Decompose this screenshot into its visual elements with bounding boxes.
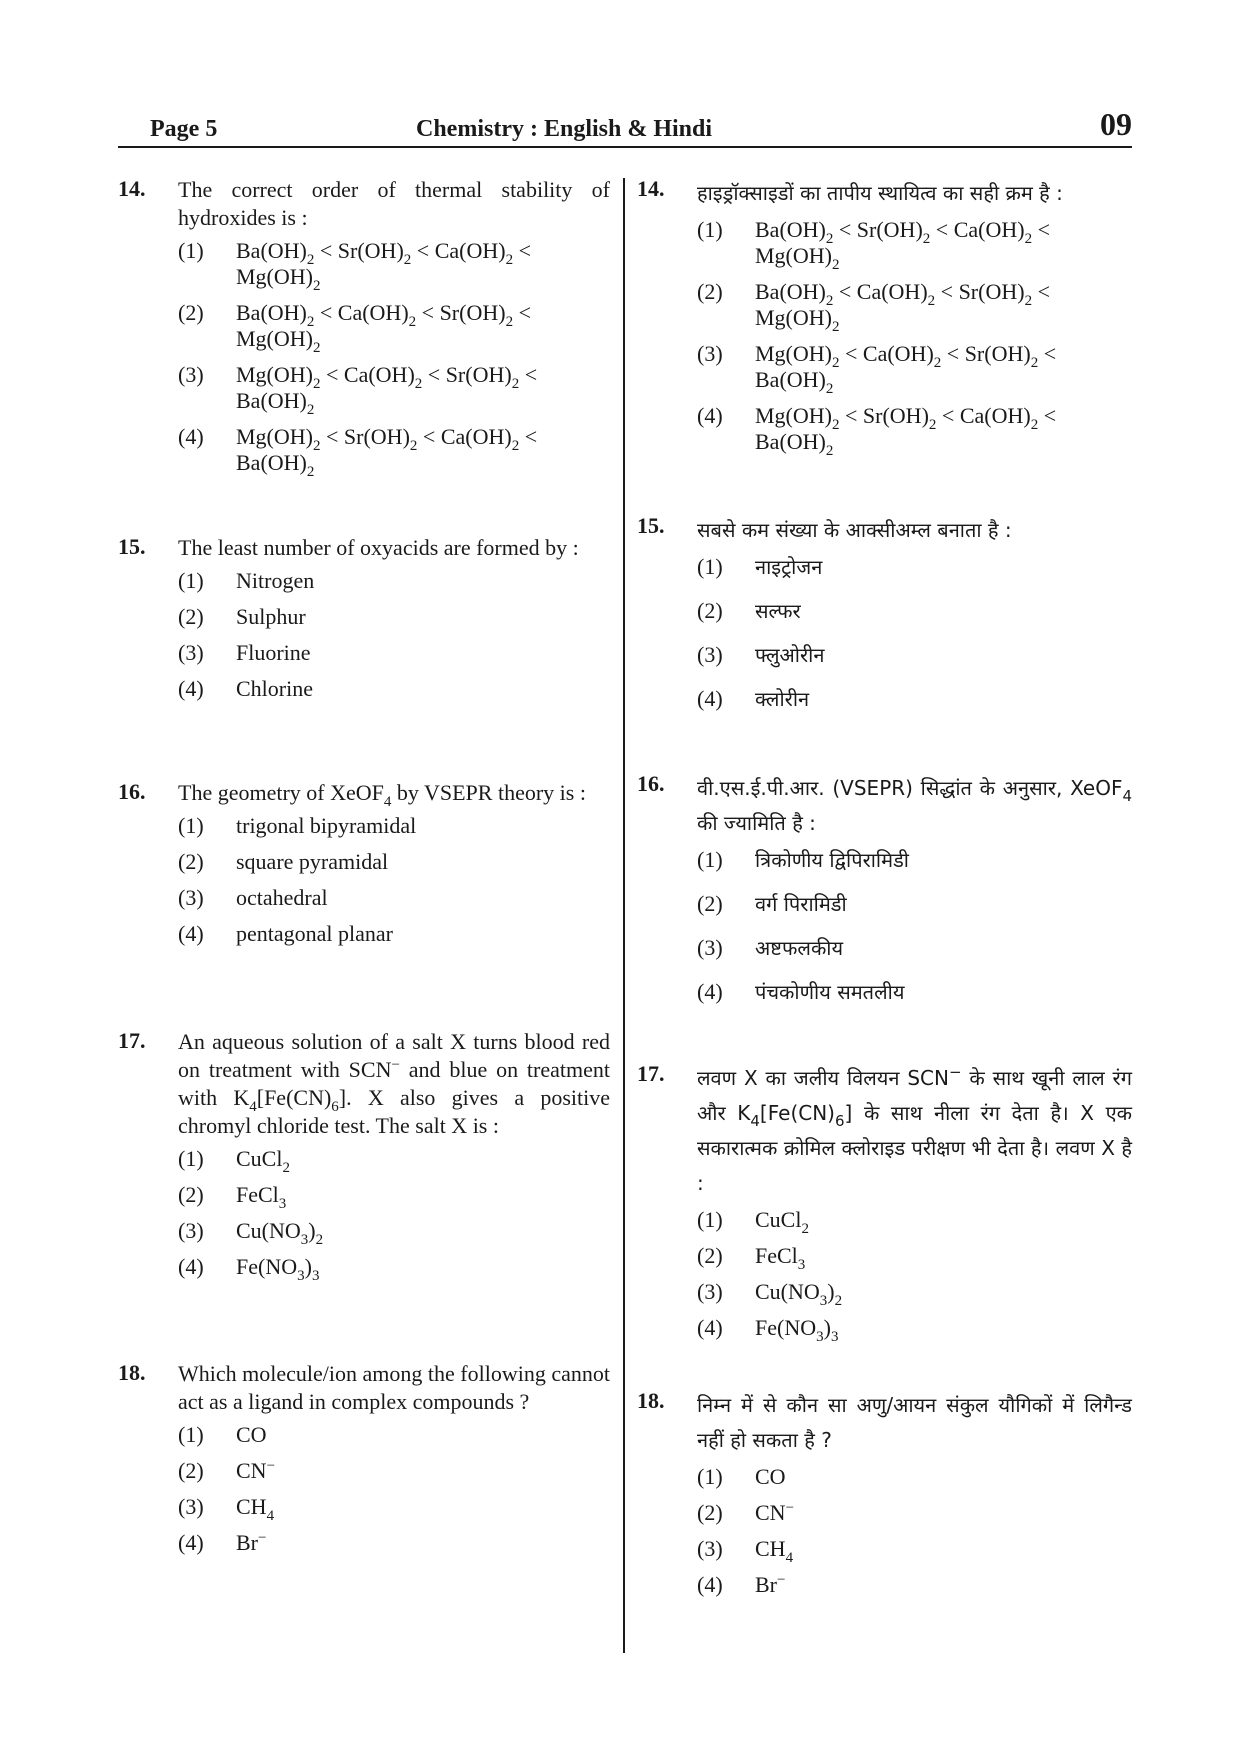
option-text: $Cu(NO_3)_2$: [236, 1218, 324, 1248]
subject-title: Chemistry : English & Hindi: [416, 116, 713, 142]
options: [697, 1464, 1132, 1598]
option-number: (1): [697, 1464, 723, 1489]
option-number: (1): [178, 568, 204, 593]
question-text: The geometry of XeOF$_4$ by VSEPR theory is :: [178, 780, 586, 810]
question-number: 15.: [118, 534, 146, 559]
option-text: FeCl$_3$: [236, 1182, 287, 1212]
option-number: (4): [178, 1254, 204, 1279]
option-3: [697, 642, 1132, 668]
option-number: (1): [697, 847, 723, 872]
option-2: [697, 1243, 1132, 1273]
option-2: [178, 300, 610, 356]
question-number: 16.: [118, 779, 146, 804]
option-4: [697, 686, 1132, 712]
option-1: [178, 813, 610, 839]
option-number: (2): [178, 849, 204, 874]
option-number: (3): [697, 341, 723, 366]
option-text: FeCl$_3$: [755, 1243, 806, 1273]
option-number: (2): [697, 1243, 723, 1268]
option-4: [697, 403, 1132, 459]
question-text: The correct order of thermal stability of hydroxides is :: [178, 177, 610, 230]
option-number: (2): [178, 1182, 204, 1207]
option-text: CO: [236, 1422, 267, 1447]
option-text: $Mg(OH)_2 < Ca(OH)_2 < Sr(OH)_2 < Ba(OH)_2$: [236, 362, 538, 418]
option-text: trigonal bipyramidal: [236, 813, 417, 838]
option-number: (3): [697, 642, 723, 667]
option-number: (2): [178, 604, 204, 629]
question-text: लवण X का जलीय विलयन SCN− के साथ खूनी लाल रंग और $K_4[Fe(CN)_6]$ के साथ नीला रंग देता है। X एक सकारात्मक क्रोमिल क्लोराइड परीक्षण भी देता है। लवण X है :: [697, 1063, 1133, 1195]
option-text: Nitrogen: [236, 568, 315, 593]
options: [697, 847, 1132, 1005]
option-1: [697, 217, 1132, 273]
option-4: [178, 1254, 610, 1284]
option-text: $CH_4$: [236, 1494, 275, 1524]
question-text: हाइड्रॉक्साइडों का तापीय स्थायित्व का सही क्रम है :: [697, 181, 1063, 205]
option-3: [178, 1494, 610, 1524]
option-text: $Mg(OH)_2 < Sr(OH)_2 < Ca(OH)_2 < Ba(OH)_2$: [236, 424, 538, 480]
options: [178, 568, 610, 702]
option-text: $CH_4$: [755, 1536, 794, 1566]
option-text: Br−: [755, 1572, 786, 1597]
option-text: $Ba(OH)_2 < Sr(OH)_2 < Ca(OH)_2 < Mg(OH)_2$: [236, 238, 531, 294]
option-1: [178, 568, 610, 594]
option-text: $Mg(OH)_2 < Ca(OH)_2 < Sr(OH)_2 < Ba(OH)_2$: [755, 341, 1057, 397]
option-number: (3): [178, 362, 204, 387]
option-text: CN−: [755, 1500, 795, 1525]
question-number: 17.: [118, 1028, 146, 1053]
option-text: अष्टफलकीय: [755, 936, 844, 960]
option-text: Chlorine: [236, 676, 313, 701]
question-14-hi: [637, 176, 1132, 465]
option-2: [178, 604, 610, 630]
question-number: 14.: [637, 176, 665, 201]
options: [178, 813, 610, 947]
option-number: (3): [697, 935, 723, 960]
question-number: 14.: [118, 176, 146, 201]
option-3: [697, 1536, 1132, 1566]
question-number: 16.: [637, 771, 665, 796]
option-1: [697, 554, 1132, 580]
option-text: $Ba(OH)_2 < Sr(OH)_2 < Ca(OH)_2 < Mg(OH)_2$: [755, 217, 1050, 273]
option-3: [178, 1218, 610, 1248]
option-number: (1): [178, 1146, 204, 1171]
option-2: [697, 891, 1132, 917]
option-4: [697, 1572, 1132, 1598]
option-text: सल्फर: [755, 599, 801, 623]
option-1: [697, 1464, 1132, 1490]
option-number: (2): [697, 598, 723, 623]
option-text: फ्लुओरीन: [755, 643, 825, 667]
option-text: त्रिकोणीय द्विपिरामिडी: [755, 848, 909, 872]
option-2: [697, 1500, 1132, 1526]
option-text: square pyramidal: [236, 849, 389, 874]
question-text: सबसे कम संख्या के आक्सीअम्ल बनाता है :: [697, 518, 1012, 542]
option-1: [178, 1146, 610, 1176]
option-text: octahedral: [236, 885, 328, 910]
option-number: (2): [178, 300, 204, 325]
question-17-en: [118, 1028, 610, 1290]
options: [697, 1207, 1132, 1345]
page-code: 09: [1100, 106, 1132, 142]
option-3: [178, 885, 610, 911]
page-header: [118, 106, 1132, 148]
question-text: निम्न में से कौन सा अणु/आयन संकुल यौगिकों में लिगैन्ड नहीं हो सकता है ?: [697, 1393, 1132, 1452]
option-number: (4): [178, 424, 204, 449]
question-text: वी.एस.ई.पी.आर. (VSEPR) सिद्धांत के अनुसार, XeOF$_4$ की ज्यामिति है :: [697, 776, 1132, 835]
question-number: 18.: [637, 1388, 665, 1413]
option-number: (1): [178, 813, 204, 838]
options: [178, 238, 610, 480]
question-number: 17.: [637, 1061, 665, 1086]
option-2: [178, 1458, 610, 1484]
option-number: (3): [178, 1494, 204, 1519]
option-text: CN−: [236, 1458, 276, 1483]
option-3: [178, 640, 610, 666]
option-text: Br−: [236, 1530, 267, 1555]
option-1: [178, 1422, 610, 1448]
option-1: [697, 1207, 1132, 1237]
option-text: $Ba(OH)_2 < Ca(OH)_2 < Sr(OH)_2 < Mg(OH)_2$: [236, 300, 531, 356]
question-number: 15.: [637, 513, 665, 538]
question-18-hi: [637, 1388, 1132, 1608]
option-text: नाइट्रोजन: [755, 555, 823, 579]
column-divider: [623, 178, 625, 1653]
option-number: (4): [697, 1572, 723, 1597]
option-number: (2): [697, 891, 723, 916]
question-number: 18.: [118, 1360, 146, 1385]
option-number: (1): [697, 1207, 723, 1232]
option-number: (2): [697, 279, 723, 304]
question-text: The least number of oxyacids are formed by :: [178, 535, 579, 560]
question-14-en: [118, 176, 610, 486]
option-number: (1): [697, 554, 723, 579]
option-text: CO: [755, 1464, 786, 1489]
option-text: पंचकोणीय समतलीय: [755, 980, 905, 1004]
option-number: (3): [178, 885, 204, 910]
option-text: $Ba(OH)_2 < Ca(OH)_2 < Sr(OH)_2 < Mg(OH)_2$: [755, 279, 1050, 335]
option-2: [178, 849, 610, 875]
option-3: [697, 1279, 1132, 1309]
option-number: (4): [178, 921, 204, 946]
option-text: $Cu(NO_3)_2$: [755, 1279, 843, 1309]
option-number: (2): [178, 1458, 204, 1483]
option-1: [178, 238, 610, 294]
option-text: pentagonal planar: [236, 921, 393, 946]
option-3: [697, 341, 1132, 397]
option-number: (4): [178, 676, 204, 701]
question-18-en: [118, 1360, 610, 1566]
option-number: (4): [697, 1315, 723, 1340]
option-1: [697, 847, 1132, 873]
option-text: $Mg(OH)_2 < Sr(OH)_2 < Ca(OH)_2 < Ba(OH)_2$: [755, 403, 1057, 459]
option-number: (1): [178, 1422, 204, 1447]
option-text: $Fe(NO_3)_3$: [755, 1315, 839, 1345]
option-number: (2): [697, 1500, 723, 1525]
option-number: (3): [697, 1536, 723, 1561]
option-number: (4): [697, 686, 723, 711]
question-17-hi: [637, 1061, 1132, 1351]
options: [697, 554, 1132, 712]
option-number: (3): [178, 640, 204, 665]
option-number: (1): [178, 238, 204, 263]
options: [178, 1422, 610, 1556]
question-text: Which molecule/ion among the following cannot act as a ligand in complex compounds ?: [178, 1361, 610, 1414]
options: [178, 1146, 610, 1284]
question-15-hi: [637, 513, 1132, 730]
options: [697, 217, 1132, 459]
option-3: [178, 362, 610, 418]
option-3: [697, 935, 1132, 961]
option-number: (3): [178, 1218, 204, 1243]
option-text: वर्ग पिरामिडी: [755, 892, 847, 916]
option-text: CuCl$_2$: [236, 1146, 290, 1176]
page-label: Page 5: [150, 116, 218, 142]
option-text: $Fe(NO_3)_3$: [236, 1254, 320, 1284]
option-4: [178, 676, 610, 702]
option-text: Sulphur: [236, 604, 306, 629]
option-2: [178, 1182, 610, 1212]
option-text: CuCl$_2$: [755, 1207, 809, 1237]
option-number: (4): [178, 1530, 204, 1555]
question-16-en: [118, 779, 610, 957]
question-16-hi: [637, 771, 1132, 1023]
option-number: (4): [697, 403, 723, 428]
option-4: [178, 921, 610, 947]
option-text: क्लोरीन: [755, 687, 810, 711]
option-text: Fluorine: [236, 640, 311, 665]
option-4: [178, 424, 610, 480]
option-number: (3): [697, 1279, 723, 1304]
option-2: [697, 279, 1132, 335]
option-4: [178, 1530, 610, 1556]
option-2: [697, 598, 1132, 624]
option-number: (1): [697, 217, 723, 242]
option-4: [697, 979, 1132, 1005]
option-4: [697, 1315, 1132, 1345]
question-15-en: [118, 534, 610, 712]
question-text: An aqueous solution of a salt X turns blood red on treatment with SCN− and blue on treatment with $K_4[Fe(CN)_6]$. X also gives a positive chromyl chloride test. The salt X is :: [178, 1029, 611, 1138]
option-number: (4): [697, 979, 723, 1004]
